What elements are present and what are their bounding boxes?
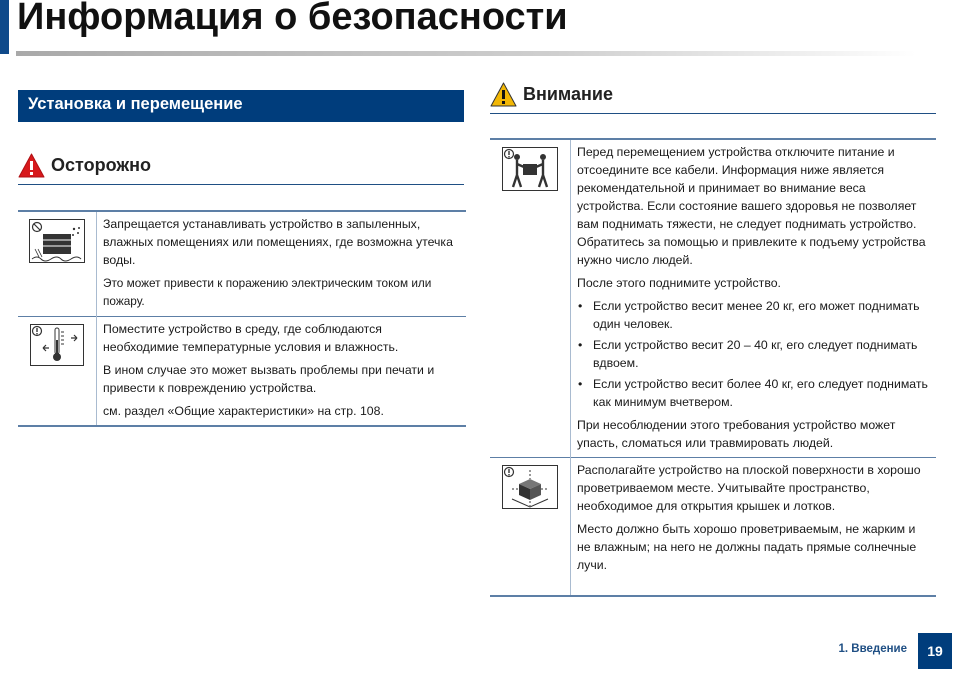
left-accent-bar (0, 0, 9, 54)
section-header: Установка и перемещение (18, 90, 464, 122)
text-cell (97, 316, 467, 426)
table-row (490, 139, 936, 458)
icon-cell (490, 458, 571, 596)
thermometer-icon (30, 324, 84, 366)
paragraph: Запрещается устанавливать устройство в запыленных, влажных помещениях или помещениях, где возможна утечка воды. (103, 217, 453, 267)
attention-heading (490, 82, 613, 107)
caution-table (18, 210, 466, 427)
list-item: • Если устройство весит 20 – 40 кг, его следует поднимать вдвоем. (577, 336, 930, 372)
caution-triangle-icon (18, 153, 45, 178)
paragraph: Располагайте устройство на плоской поверхности в хорошо проветриваемом месте. Учитывайте пространство, необходимое для открытия крышек и лотков. (577, 463, 921, 513)
attention-rule (490, 113, 936, 114)
text-cell (97, 211, 467, 316)
paragraph: При несоблюдении этого требования устройство может упасть, сломаться или травмировать людей. (577, 418, 896, 450)
icon-cell (18, 211, 97, 316)
attention-triangle-icon (490, 82, 517, 107)
icon-cell (18, 316, 97, 426)
paragraph: Поместите устройство в среду, где соблюдаются необходимие температурные условия и влажность. (103, 321, 399, 354)
no-dust-moisture-icon (29, 219, 85, 263)
paragraph: см. раздел «Общие характеристики» на стр. 108. (103, 403, 384, 418)
table-row (490, 458, 936, 596)
table-row (18, 316, 466, 426)
table-row (18, 211, 466, 316)
icon-cell (490, 139, 571, 458)
list-item: • Если устройство весит более 40 кг, его следует поднимать как минимум вчетвером. (577, 375, 930, 411)
text-cell (571, 139, 937, 458)
weight-list (577, 297, 930, 411)
two-person-lift-icon (502, 147, 558, 191)
caution-label: Осторожно (51, 155, 151, 175)
page-title: Информация о безопасности (17, 0, 568, 38)
title-underline (16, 51, 916, 56)
caution-heading (18, 153, 151, 178)
flat-surface-icon (502, 465, 558, 509)
page-number: 19 (918, 633, 952, 669)
paragraph: Место должно быть хорошо проветриваемым, не жарким и не влажным; на него не должны падать прямые солнечные лучи. (577, 522, 917, 572)
attention-label: Внимание (523, 84, 613, 104)
paragraph: Перед перемещением устройства отключите питание и отсоедините все кабели. Информация ниже является рекомендательной и принимает во внимание веса устройства. Если состояние вашего здоровья не позволяет вам поднимать тяжести, не следует поднимать устройство. Обратитесь за помощью и привлеките к подъему устройства нужно число людей. (577, 145, 926, 267)
list-item: • Если устройство весит менее 20 кг, его может поднимать один человек. (577, 297, 930, 333)
caution-rule (18, 184, 464, 185)
paragraph: Это может привести к поражению электрическим током или пожару. (103, 276, 432, 308)
paragraph: После этого поднимите устройство. (577, 276, 781, 290)
paragraph: В ином случае это может вызвать проблемы при печати и привести к повреждению устройства. (103, 362, 435, 395)
attention-table (490, 138, 936, 597)
footer-chapter: 1. Введение (838, 643, 907, 655)
text-cell (571, 458, 937, 596)
